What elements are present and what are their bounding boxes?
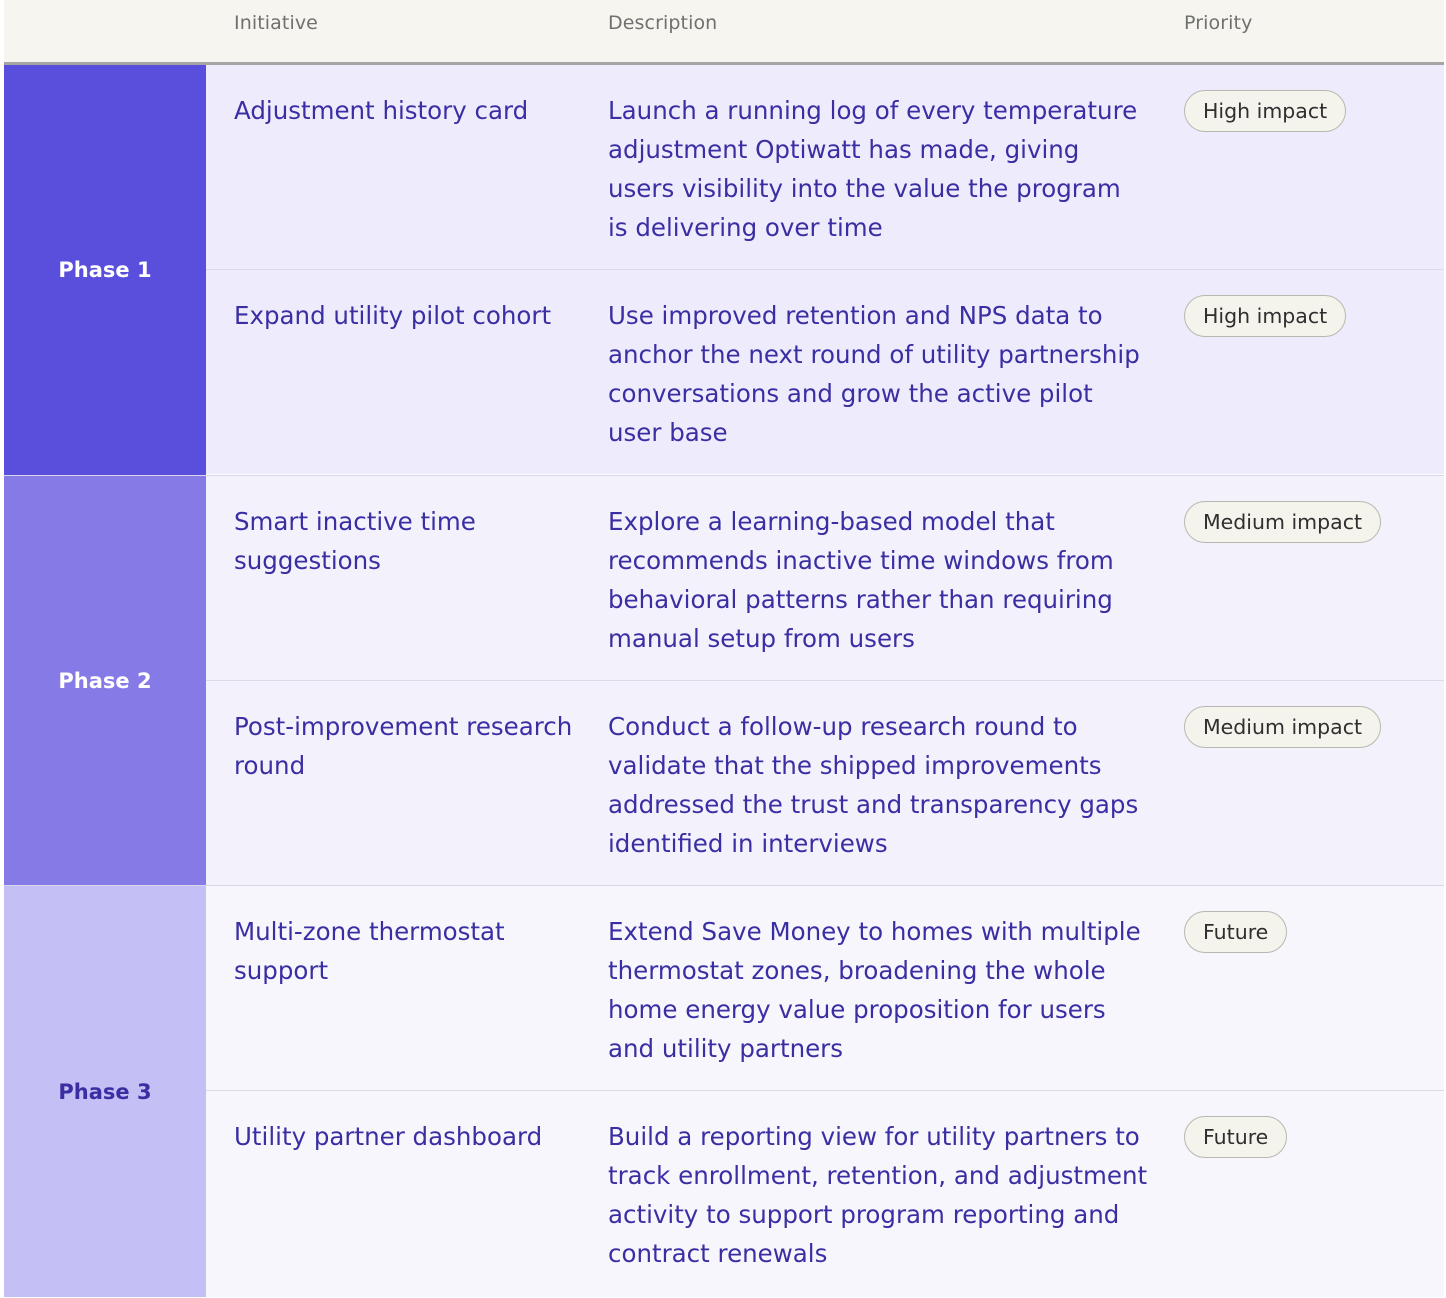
table-header	[4, 0, 1444, 65]
phase-group-3	[4, 885, 1444, 1297]
table-row	[206, 886, 1444, 1091]
priority-badge: High impact	[1184, 295, 1346, 337]
column-header-initiative: Initiative	[234, 12, 318, 34]
roadmap-table	[4, 0, 1444, 1296]
initiative-name: Smart inactive time suggestions	[234, 507, 476, 575]
initiative-name: Multi-zone thermostat support	[234, 917, 505, 985]
phase-group-1	[4, 65, 1444, 475]
table-row	[206, 270, 1444, 474]
initiative-name: Adjustment history card	[234, 96, 529, 125]
priority-badge: Medium impact	[1184, 501, 1381, 543]
table-row	[206, 476, 1444, 681]
initiative-description: Conduct a follow-up research round to validate that the shipped improvements addressed the trust and transparency gaps identified in interviews	[608, 712, 1139, 858]
initiative-description: Use improved retention and NPS data to anchor the next round of utility partnership conversations and grow the active pilot user base	[608, 301, 1140, 447]
table-row	[206, 1091, 1444, 1297]
priority-badge: High impact	[1184, 90, 1346, 132]
initiative-name: Expand utility pilot cohort	[234, 301, 552, 330]
table-row	[206, 65, 1444, 270]
initiative-description: Build a reporting view for utility partners to track enrollment, retention, and adjustment activity to support program reporting and contract renewals	[608, 1122, 1148, 1268]
phase-label: Phase 2	[4, 476, 206, 886]
phase-group-2	[4, 475, 1444, 886]
initiative-description: Launch a running log of every temperature adjustment Optiwatt has made, giving users visibility into the value the program is delivering over time	[608, 96, 1138, 242]
phase-label: Phase 1	[4, 65, 206, 475]
phase-label: Phase 3	[4, 886, 206, 1297]
column-header-description: Description	[608, 12, 718, 34]
priority-badge: Future	[1184, 1116, 1287, 1158]
initiative-description: Extend Save Money to homes with multiple thermostat zones, broadening the whole home energy value proposition for users and utility partners	[608, 917, 1141, 1063]
initiative-description: Explore a learning-based model that recommends inactive time windows from behavioral patterns rather than requiring manual setup from users	[608, 507, 1114, 653]
priority-badge: Future	[1184, 911, 1287, 953]
initiative-name: Utility partner dashboard	[234, 1122, 543, 1151]
priority-badge: Medium impact	[1184, 706, 1381, 748]
initiative-name: Post-improvement research round	[234, 712, 573, 780]
table-row	[206, 681, 1444, 885]
column-header-priority: Priority	[1184, 12, 1253, 34]
